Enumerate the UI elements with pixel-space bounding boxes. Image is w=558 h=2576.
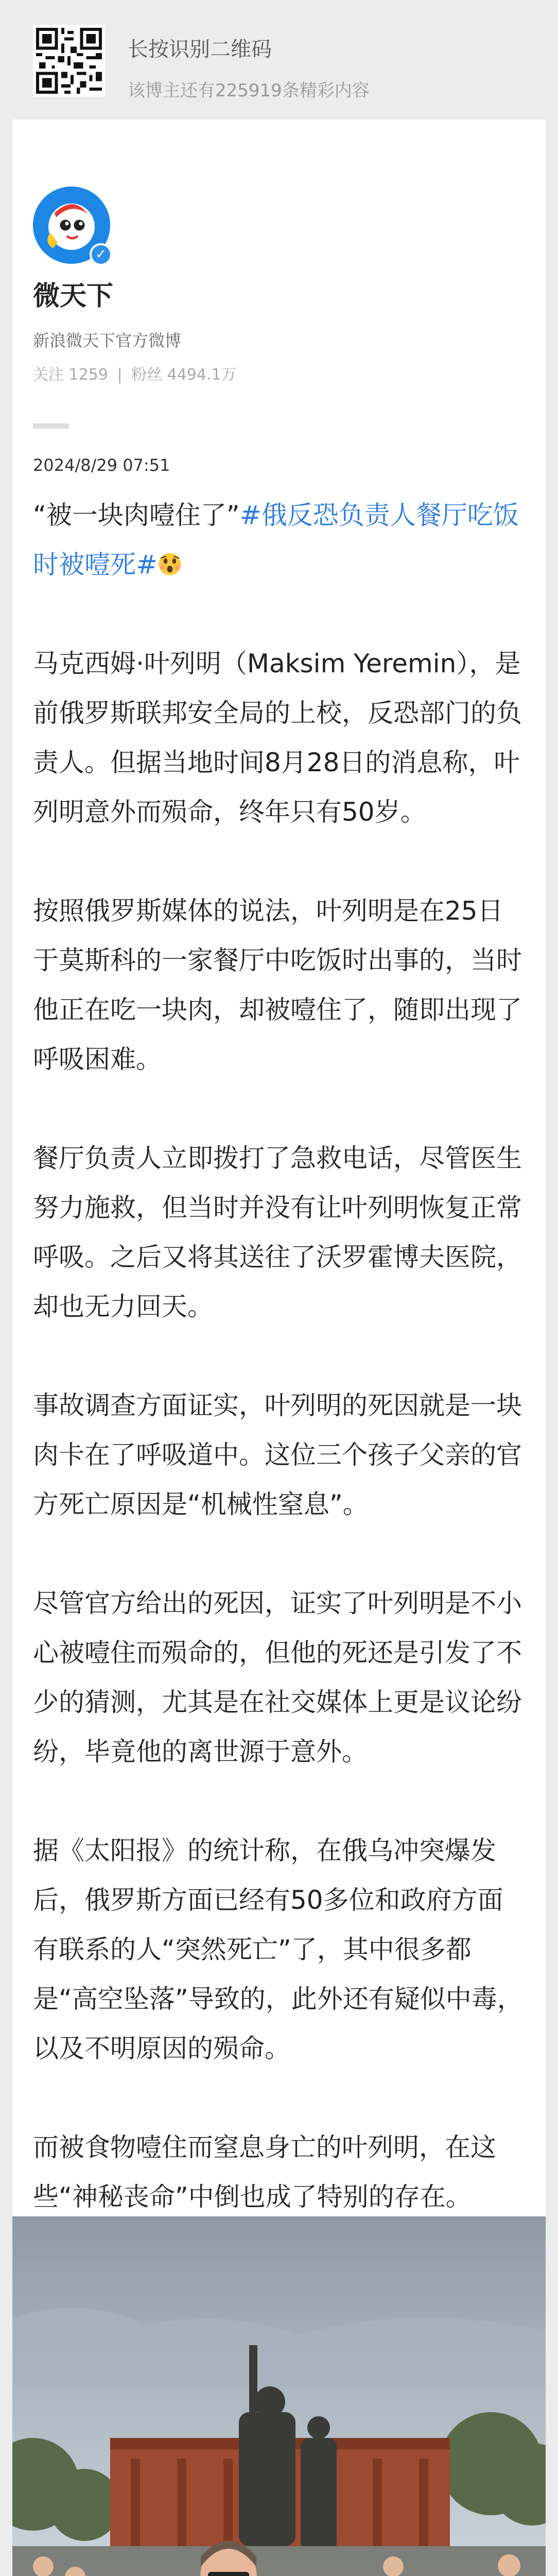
- user-name[interactable]: 微天下: [33, 281, 114, 312]
- post-content: [33, 490, 527, 2271]
- post-paragraph: 据《太阳报》的统计称，在俄乌冲突爆发后，俄罗斯方面已经有50多位和政府方面有联系的人“突然死亡”了，其中很多都是“高空坠落”导致的，此外还有疑似中毒，以及不明原因的殒命。: [33, 1836, 523, 2063]
- shocked-face-icon: [158, 552, 182, 577]
- user-stats: [33, 362, 237, 384]
- post-paragraph: 尽管官方给出的死因，证实了叶列明是不小心被噎住而殒命的，但他的死还是引发了不少的猜测，尤其是在社交媒体上更是议论纷纷，毕竟他的离世源于意外。: [33, 1588, 522, 1767]
- fans-count: 4494.1万: [167, 366, 237, 384]
- lead-quote: “被一块肉噎住了”: [33, 500, 240, 530]
- follow-label: 关注: [33, 366, 64, 384]
- banner-title: 长按识别二维码: [128, 38, 272, 61]
- post-paragraph: 按照俄罗斯媒体的说法，叶列明是在25日于莫斯科的一家餐厅中吃饭时出事的，当时他正在吃一块肉，却被噎住了，随即出现了呼吸困难。: [33, 896, 522, 1074]
- post-paragraph: 马克西姆·叶列明（Maksim Yeremin），是前俄罗斯联邦安全局的上校，反恐部门的负责人。但据当地时间8月28日的消息称，叶列明意外而殒命，终年只有50岁。: [33, 649, 522, 827]
- top-banner: [0, 0, 558, 118]
- post-paragraph: 餐厅负责人立即拨打了急救电话，尽管医生努力施救，但当时并没有让叶列明恢复正常呼吸。之后又将其送往了沃罗霍博夫医院，却也无力回天。: [33, 1143, 522, 1321]
- post-paragraph: 而被食物噎住而窒息身亡的叶列明，在这些“神秘丧命”中倒也成了特别的存在。: [33, 2132, 496, 2212]
- post-photo[interactable]: [12, 2216, 546, 2576]
- stats-divider: |: [117, 366, 123, 384]
- hashtag-link[interactable]: #俄反恐负责人餐厅吃饭时被噎死#: [33, 500, 519, 580]
- post-paragraph: 事故调查方面证实，叶列明的死因就是一块肉卡在了呼吸道中。这位三个孩子父亲的官方死亡原因是“机械性窒息”。: [33, 1391, 522, 1519]
- post-date: 2024/8/29 07:51: [33, 455, 170, 475]
- fans-label: 粉丝: [131, 366, 163, 384]
- qr-code-icon[interactable]: [33, 25, 105, 97]
- verified-badge-icon: ✓: [90, 243, 112, 266]
- banner-subtitle: 该博主还有225919条精彩内容: [128, 80, 370, 101]
- user-description: 新浪微天下官方微博: [33, 331, 182, 350]
- post-lead: [33, 490, 527, 589]
- follow-count: 1259: [68, 366, 108, 384]
- post-card: [12, 120, 546, 2576]
- divider: [33, 423, 69, 429]
